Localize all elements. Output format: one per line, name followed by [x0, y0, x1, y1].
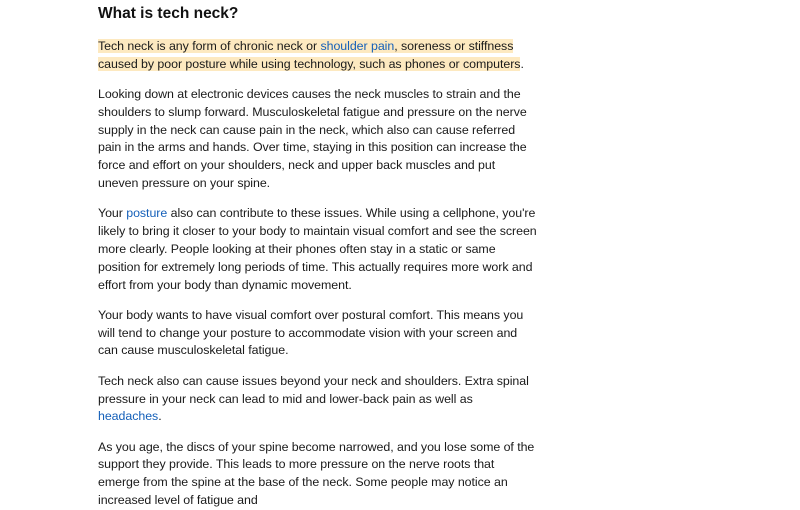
paragraph-visual-comfort: Your body wants to have visual comfort over postural comfort. This means you will tend to change your posture to accommodate vision with your screen and can cause musculoskeletal fatigue. — [98, 307, 524, 358]
paragraph-aging: As you age, the discs of your spine become narrowed, and you lose some of the support they provide. This leads to more pressure on the nerve roots that emerge from the spine at the base of the neck. Some people may notice an increased level of fatigue and — [98, 439, 535, 508]
beyond-text-start: Tech neck also can cause issues beyond your neck and shoulders. Extra spinal pressure in your neck can lead to mid and lower-back pain as well as — [98, 373, 529, 406]
shoulder-pain-link[interactable]: shoulder pain — [320, 39, 395, 53]
intro-text-end: . — [520, 56, 524, 71]
posture-link[interactable]: posture — [126, 206, 168, 221]
intro-text-rest: , soreness or stiffness caused by poor posture while using technology, such as phones or computers — [98, 39, 521, 71]
article-body — [98, 0, 538, 510]
headaches-link[interactable]: headaches — [98, 409, 159, 424]
posture-text-rest: also can contribute to these issues. While using a cellphone, you're likely to bring it closer to your body to maintain visual comfort and see the screen more clearly. People looking at their phones often stay in a static or same position for extremely long periods of time. This actually requires more work and effort from your body than dynamic movement. — [98, 206, 537, 292]
intro-paragraph — [98, 38, 538, 74]
highlighted-definition — [98, 39, 520, 71]
section-heading: What is tech neck? — [98, 5, 239, 22]
paragraph-posture — [98, 205, 538, 294]
posture-text-start: Your — [98, 206, 127, 221]
intro-text-start: Tech neck is any form of chronic neck or — [98, 39, 321, 53]
beyond-text-end: . — [158, 409, 162, 424]
paragraph-devices: Looking down at electronic devices causes the neck muscles to strain and the shoulders to slump forward. Musculoskeletal fatigue and pressure on the nerve supply in the neck can cause pain in the neck, which also can cause referred pain in the arms and hands. Over time, staying in this position can increase the force and effort on your shoulders, neck and upper back muscles and put uneven pressure on your spine. — [98, 87, 527, 191]
paragraph-beyond-neck — [98, 373, 538, 426]
